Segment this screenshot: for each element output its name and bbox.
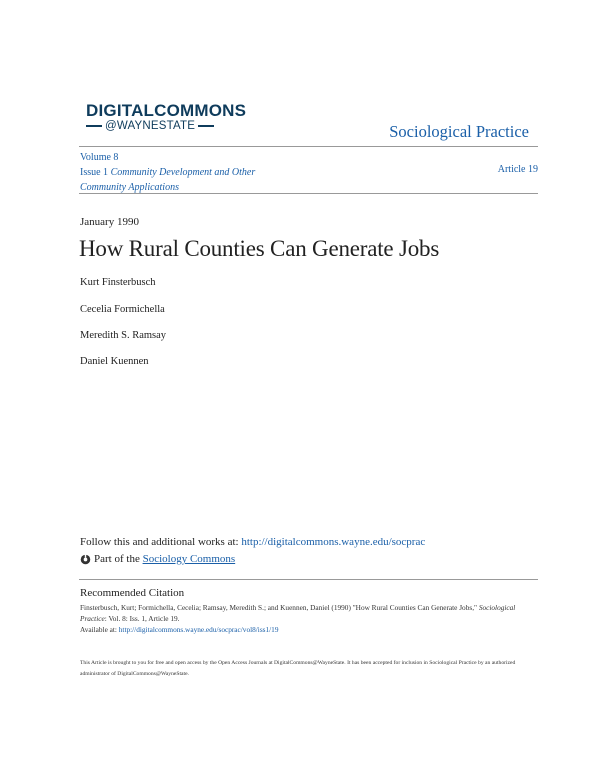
logo-text-primary: DIGITALCOMMONS (86, 101, 247, 120)
volume-issue-block (80, 150, 300, 195)
volume-link[interactable]: Volume 8 (80, 152, 119, 163)
section-rule (79, 579, 538, 580)
network-icon (80, 554, 91, 565)
citation-volume: : Vol. 8: Iss. 1, Article 19. (104, 614, 180, 623)
header-rule-bottom (79, 193, 538, 194)
part-of-line (80, 553, 235, 565)
follow-line (80, 536, 425, 548)
article-number-link[interactable]: Article 19 (497, 164, 538, 175)
access-note: This Article is brought to you for free and open access by the Open Access Journals at DigitalCommons@WayneState. It has been accepted for inclusion in Sociological Practice by an authorized administrator of DigitalCommons@WayneState. (80, 660, 516, 677)
socprac-url-link[interactable]: http://digitalcommons.wayne.edu/socprac (241, 536, 426, 548)
logo-text-secondary: @WAYNESTATE (105, 120, 196, 132)
author-name: Cecelia Formichella (80, 304, 165, 315)
author-name: Kurt Finsterbusch (80, 277, 156, 288)
issue-link[interactable] (80, 165, 300, 195)
available-label: Available at: (80, 625, 117, 634)
citation-text (80, 602, 520, 635)
logo-dash-left (86, 125, 102, 127)
author-name: Daniel Kuennen (80, 356, 149, 367)
sociology-commons-link[interactable]: Sociology Commons (142, 553, 236, 565)
publication-date: January 1990 (80, 216, 139, 228)
article-url-link[interactable]: http://digitalcommons.wayne.edu/socprac/vol8/iss1/19 (118, 625, 279, 634)
header-rule-top (79, 146, 538, 147)
recommended-citation-heading: Recommended Citation (80, 587, 185, 599)
citation-journal: Sociological Practice (80, 603, 516, 623)
logo-dash-right (198, 125, 214, 127)
logo-subline (86, 120, 226, 132)
follow-text: Follow this and additional works at: (80, 536, 239, 548)
author-name: Meredith S. Ramsay (80, 330, 167, 341)
citation-authors: Finsterbusch, Kurt; Formichella, Cecelia; Ramsay, Meredith S.; and Kuennen, Daniel (1990) "How Rural Counties Can Generate Jobs," (80, 603, 477, 612)
issue-prefix: Issue 1 (80, 167, 109, 178)
article-title: How Rural Counties Can Generate Jobs (79, 236, 440, 261)
journal-title-link[interactable]: Sociological Practice (389, 122, 529, 141)
part-of-text: Part of the (94, 553, 140, 565)
issue-title: Community Development and Other Community Applications (80, 167, 256, 193)
digitalcommons-logo[interactable] (86, 101, 247, 132)
